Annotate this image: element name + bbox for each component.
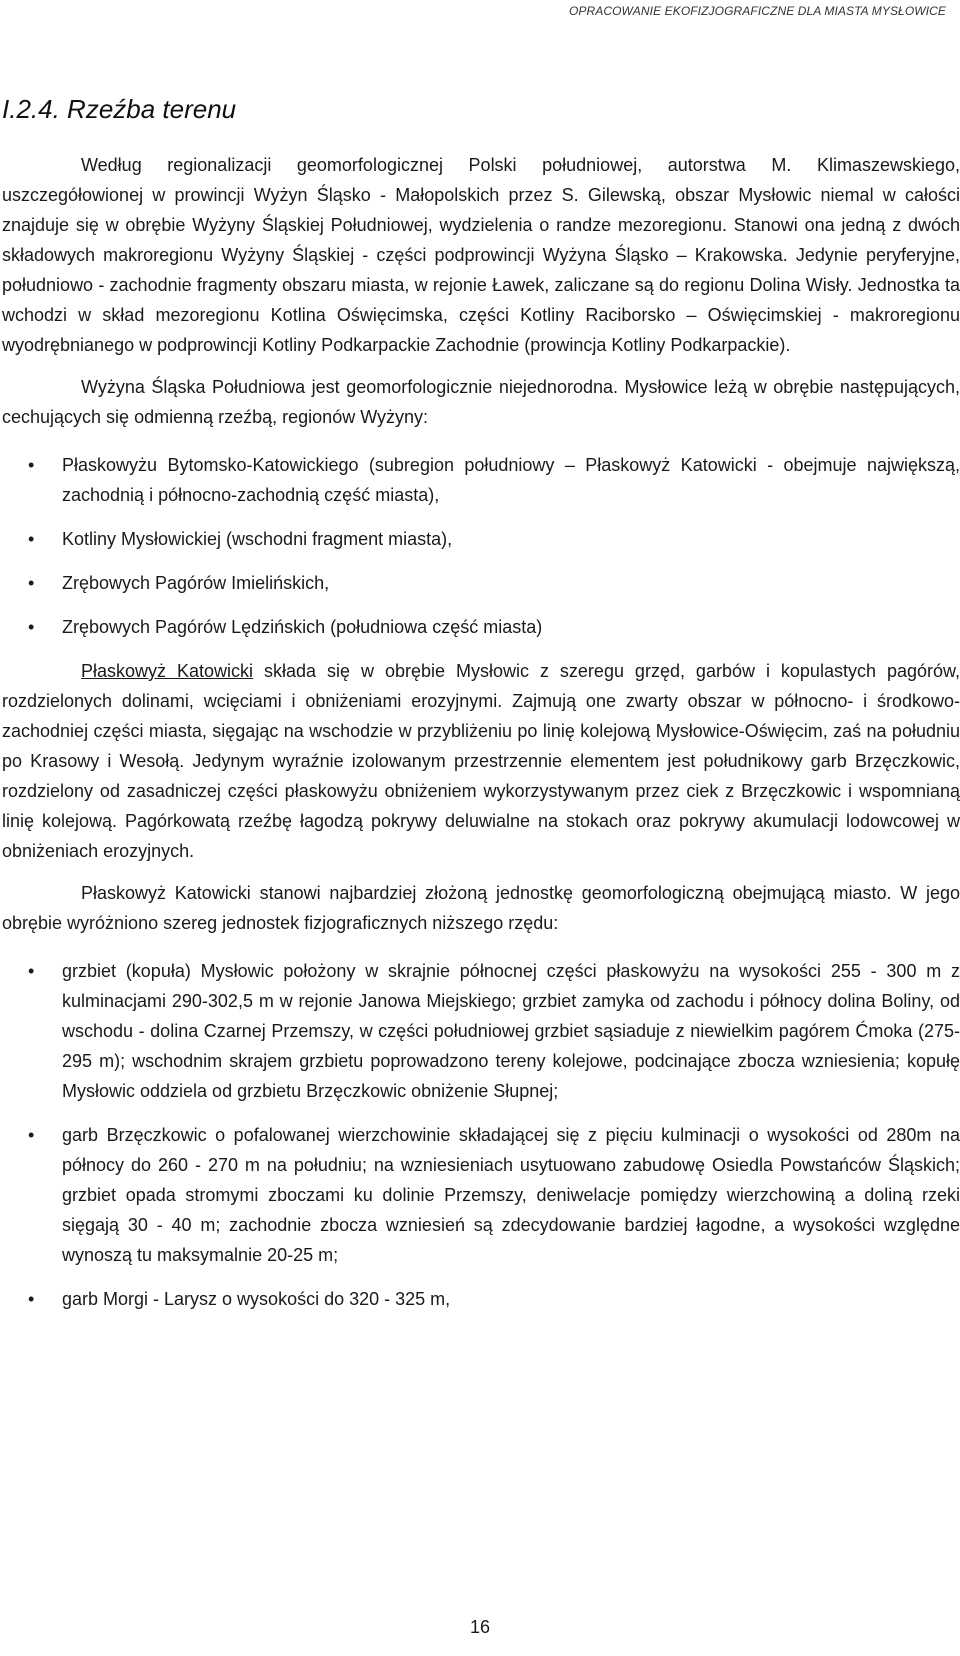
bullet-icon: •	[28, 1289, 35, 1309]
list-item-text: Zrębowych Pagórów Imielińskich,	[62, 573, 330, 593]
list-item	[2, 1284, 960, 1314]
list-item-text: garb Morgi - Larysz o wysokości do 320 - 325 m,	[62, 1289, 451, 1309]
section-title: I.2.4. Rzeźba terenu	[2, 94, 237, 124]
list-item	[2, 524, 960, 554]
bullet-icon: •	[28, 573, 35, 593]
list-item	[2, 450, 960, 510]
page-number: 16	[469, 1617, 491, 1637]
list-item-text: Kotliny Mysłowickiej (wschodni fragment miasta),	[62, 529, 453, 549]
units-list	[2, 956, 960, 1314]
running-header: OPRACOWANIE EKOFIZJOGRAFICZNE DLA MIASTA MYSŁOWICE	[568, 4, 946, 18]
list-item-text: Zrębowych Pagórów Lędzińskich (południowa część miasta)	[62, 617, 543, 637]
paragraph-katowice-plateau	[2, 656, 960, 866]
bullet-icon: •	[28, 617, 35, 637]
list-item	[2, 568, 960, 598]
bullet-icon: •	[28, 455, 35, 475]
list-item	[2, 612, 960, 642]
list-item	[2, 956, 960, 1106]
body-content	[2, 150, 960, 1328]
list-item-text: Płaskowyżu Bytomsko-Katowickiego (subregion południowy – Płaskowyż Katowicki - obejmuje największą, zachodnią i północno-zachodnią część miasta),	[62, 455, 960, 505]
list-item	[2, 1120, 960, 1270]
bullet-icon: •	[28, 961, 35, 981]
regions-list	[2, 450, 960, 642]
list-item-text: grzbiet (kopuła) Mysłowic położony w skrajnie północnej części płaskowyżu na wysokości 255 - 300 m z kulminacjami 290-302,5 m w rejonie Janowa Miejskiego; grzbiet zamyka od zachodu i północy dolina Boliny, od wschodu - dolina Czarnej Przemszy, w części południowej grzbiet sąsiaduje z niewielkim pagórem Ćmoka (275-295 m); wschodnim skrajem grzbietu poprowadzono tereny kolejowe, podcinające zbocza wzniesienia; kopułę Mysłowic oddziela od grzbietu Brzęczkowic obniżenie Słupnej;	[62, 961, 960, 1101]
bullet-icon: •	[28, 1125, 35, 1145]
paragraph-plateau-units: Płaskowyż Katowicki stanowi najbardziej złożoną jednostkę geomorfologiczną obejmującą miasto. W jego obrębie wyróżniono szereg jednostek fizjograficznych niższego rzędu:	[2, 883, 960, 933]
list-item-text: garb Brzęczkowic o pofalowanej wierzchowinie składającej się z pięciu kulminacji o wysokości od 280m na północy do 260 - 270 m na południu; na wzniesieniach usytuowano zabudowę Osiedla Powstańców Śląskich; grzbiet opada stromymi zboczami ku dolinie Przemszy, deniwelacje pomiędzy wierzchowiną a doliną rzeki sięgają 30 - 40 m; zachodnie zbocza wzniesień są zdecydowanie bardziej łagodne, a wysokości względne wynoszą tu maksymalnie 20-25 m;	[62, 1125, 960, 1265]
paragraph-regionalization: Według regionalizacji geomorfologicznej Polski południowej, autorstwa M. Klimaszewskiego, uszczegółowionej w prowincji Wyżyn Śląsko - Małopolskich przez S. Gilewską, obszar Mysłowic niemal w całości znajduje się w obrębie Wyżyny Śląskiej Południowej, wydzielenia o randze mezoregionu. Stanowi ona jedną z dwóch składowych makroregionu Wyżyny Śląskiej - części podprowincji Wyżyna Śląsko – Krakowska. Jedynie peryferyjne, południowo - zachodnie fragmenty obszaru miasta, w rejonie Ławek, zaliczane są do regionu Dolina Wisły. Jednostka ta wchodzi w skład mezoregionu Kotlina Oświęcimska, części Kotliny Raciborsko – Oświęcimskiej - makroregionu wyodrębnianego w podprowincji Kotliny Podkarpackie Zachodnie (prowincja Kotliny Podkarpackie).	[2, 155, 960, 355]
bullet-icon: •	[28, 529, 35, 549]
paragraph-text: składa się w obrębie Mysłowic z szeregu grzęd, garbów i kopulastych pagórów, rozdzielonych dolinami, wcięciami i obniżeniami erozyjnymi. Zajmują one zwarty obszar w północno- i środkowo-zachodniej części miasta, sięgając na wschodzie w przybliżeniu po linię kolejową Mysłowice-Oświęcim, zaś na południu po Krasowy i Wesołą. Jedynym wyraźnie izolowanym przestrzennie elementem jest południkowy garb Brzęczkowic, rozdzielony od zasadniczej części płaskowyżu obniżeniem wykorzystywanym przez ciek z Brzęczkowic i wspomnianą linię kolejową. Pagórkowatą rzeźbę łagodzą pokrywy deluwialne na stokach oraz pokrywy akumulacji lodowcowej w obniżeniach erozyjnych.	[2, 661, 960, 861]
paragraph-upland-description: Wyżyna Śląska Południowa jest geomorfologicznie niejednorodna. Mysłowice leżą w obrębie następujących, cechujących się odmienną rzeźbą, regionów Wyżyny:	[2, 377, 960, 427]
underlined-term: Płaskowyż Katowicki	[81, 661, 254, 681]
